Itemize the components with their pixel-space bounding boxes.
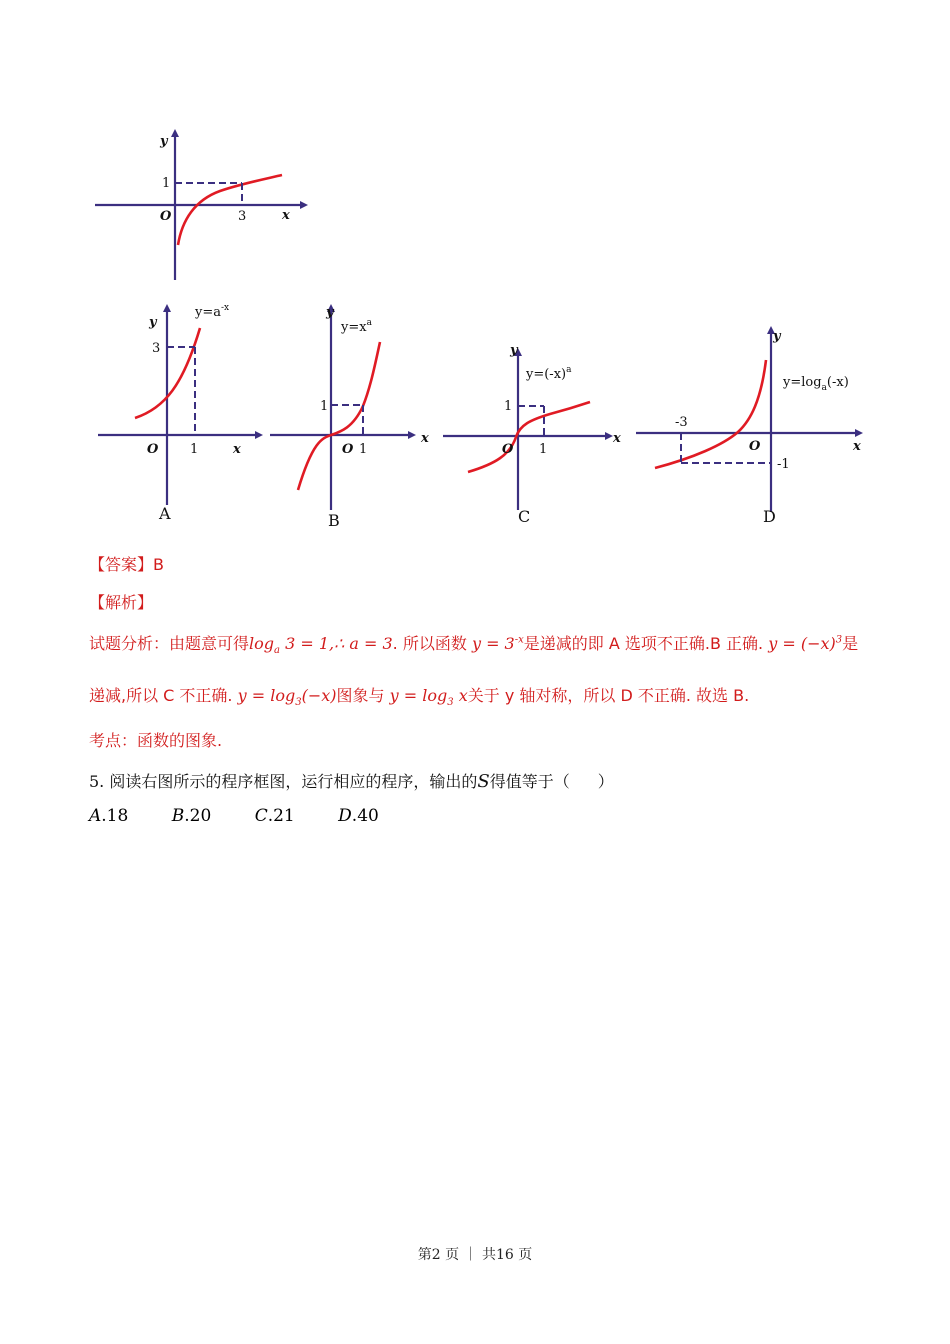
a-y-label: y: [149, 315, 157, 330]
d-y-tick: -1: [777, 457, 790, 472]
question-5-choices: [89, 806, 417, 826]
q-y-label: y: [160, 134, 168, 149]
d-formula: $y=\log_a(-x)$: [783, 375, 849, 393]
page-footer: 第2 页 ｜ 共16 页: [417, 1247, 533, 1263]
question-5: 5. 阅读右图所示的程序框图，运行相应的程序，输出的S得值等于（ ）: [89, 771, 614, 792]
c-x-label: x: [613, 431, 621, 446]
d-origin: O: [749, 439, 761, 454]
choice-d[interactable]: D.40: [338, 806, 379, 826]
b-y-tick: 1: [320, 399, 329, 414]
choice-a[interactable]: A.18: [89, 806, 129, 826]
option-c-graph: [440, 340, 630, 530]
a-x-label: x: [233, 442, 241, 457]
b-y-label: y: [326, 305, 334, 320]
option-d-letter: D: [763, 507, 776, 526]
choice-c[interactable]: C.21: [254, 806, 295, 826]
d-x-label: x: [853, 439, 861, 454]
analysis-label: 【解析】: [89, 593, 154, 612]
analysis-line-1: 试题分析：由题意可得$\log_a 3$ = 1,∴ a = 3. 所以函数 $y = 3^{-x}$是递减的即 A 选项不正确.B 正确. $y = (-x)^3$是: [89, 634, 859, 657]
q-origin: O: [160, 209, 172, 224]
choice-b[interactable]: B.20: [171, 806, 212, 826]
analysis-line-2: 递减,所以 C 不正确. $y = \log_3(-x)$图象与 $y = \log_3 x$关于 y 轴对称，所以 D 不正确. 故选 B.: [89, 686, 750, 709]
option-a-letter: A: [159, 504, 171, 523]
c-formula: $y=(-x)^a$: [526, 365, 572, 382]
c-origin: O: [502, 442, 514, 457]
c-y-tick: 1: [504, 399, 513, 414]
d-x-tick: -3: [675, 415, 688, 430]
c-y-label: y: [510, 343, 518, 358]
question-graph: [90, 125, 310, 285]
answer-value: B: [153, 555, 164, 574]
a-formula: $y=a^{-x}$: [195, 303, 230, 320]
math-log-eq: $\log_a 3$ = 1,∴ a = 3: [249, 634, 393, 657]
a-x-tick: 1: [190, 442, 199, 457]
answer-line: [89, 552, 164, 575]
math-3-pow: $y = 3^{-x}$: [471, 634, 524, 653]
q-x-tick: 3: [238, 209, 247, 224]
b-origin: O: [342, 442, 354, 457]
d-y-label: y: [773, 329, 781, 344]
a-origin: O: [147, 442, 159, 457]
option-d-graph: [633, 320, 873, 530]
kaodian: 考点：函数的图象.: [89, 731, 223, 750]
option-a-graph: [95, 300, 265, 525]
math-log3-x: $y = \log_3 x$: [389, 686, 468, 709]
math-log3-negx: $y = \log_3(-x)$: [237, 686, 337, 709]
q-x-label: x: [282, 208, 290, 223]
c-x-tick: 1: [539, 442, 548, 457]
b-formula: $y=x^a$: [341, 318, 372, 335]
math-negx-cubed: $y = (-x)^3$: [768, 634, 843, 653]
b-x-label: x: [421, 431, 429, 446]
option-c-letter: C: [518, 507, 531, 526]
a-y-tick: 3: [152, 341, 161, 356]
q-y-tick: 1: [162, 176, 171, 191]
option-b-graph: [268, 300, 438, 530]
b-x-tick: 1: [359, 442, 368, 457]
option-b-letter: B: [328, 511, 340, 530]
answer-label: 【答案】: [89, 555, 154, 574]
